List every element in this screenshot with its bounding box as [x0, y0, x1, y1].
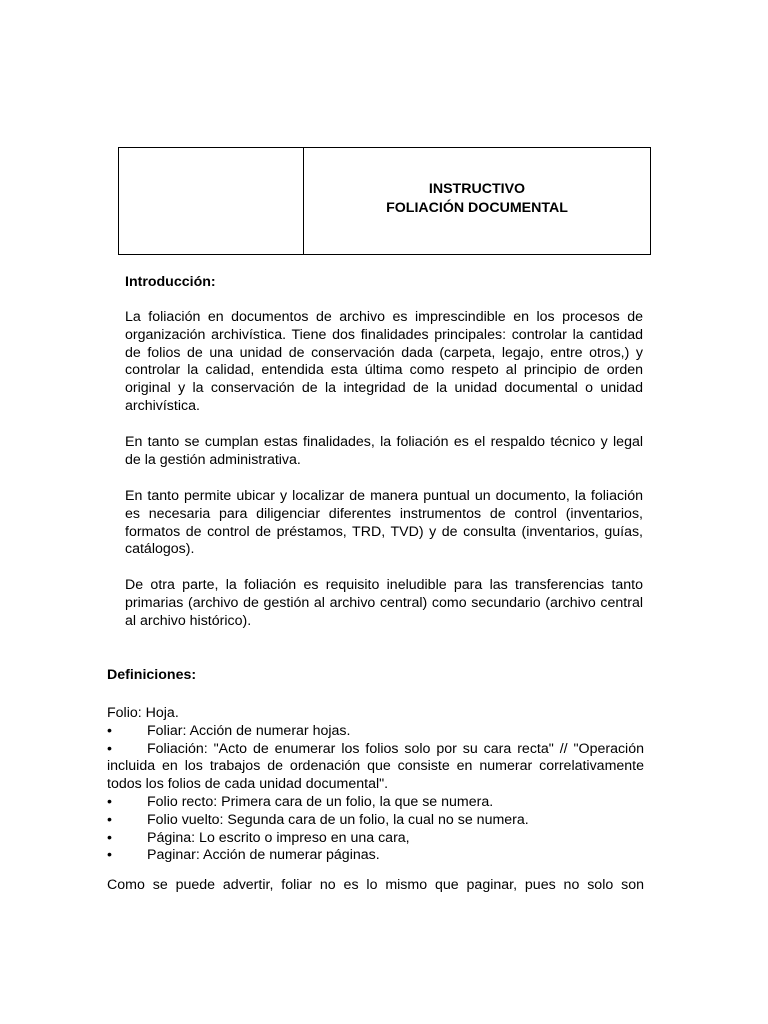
- bullet-marker: •: [107, 847, 112, 864]
- intro-paragraph-4: De otra parte, la foliación es requisito ineludible para las transferencias tanto primarias (archivo de gestión al archivo central) como secundario (archivo central al archivo histórico).: [125, 577, 643, 629]
- definitions-list: [107, 705, 644, 865]
- document-header-table: [118, 147, 651, 255]
- document-type-title: INSTRUCTIVO: [428, 181, 526, 197]
- header-title-cell: [304, 148, 650, 254]
- definitions-heading: Definiciones:: [107, 667, 197, 683]
- intro-heading: Introducción:: [125, 274, 216, 290]
- closing-paragraph: Como se puede advertir, foliar no es lo mismo que paginar, pues no solo son: [107, 877, 644, 893]
- list-item: [107, 830, 644, 848]
- definition-folio-vuelto: Folio vuelto: Segunda cara de un folio, la cual no se numera.: [147, 811, 529, 828]
- document-title: FOLIACIÓN DOCUMENTAL: [386, 200, 568, 216]
- intro-paragraph-3: En tanto permite ubicar y localizar de manera puntual un documento, la foliación es necesaria para diligenciar diferentes instrumentos de control (inventarios, formatos de control de préstamos, TRD, TVD) y de consulta (inventarios, guías, catálogos).: [125, 488, 643, 558]
- bullet-marker: •: [107, 811, 112, 828]
- definition-pagina: Página: Lo escrito o impreso en una cara,: [147, 829, 410, 846]
- intro-paragraph-2: En tanto se cumplan estas finalidades, la foliación es el respaldo técnico y legal de la gestión administrativa.: [125, 434, 643, 468]
- definition-foliar: Foliar: Acción de numerar hojas.: [147, 722, 351, 739]
- bullet-marker: •: [107, 829, 112, 846]
- list-item: [107, 847, 644, 865]
- bullet-marker: •: [107, 793, 112, 810]
- header-logo-cell: [119, 148, 304, 254]
- definition-folio: Folio: Hoja.: [107, 705, 179, 721]
- list-item: [107, 794, 644, 812]
- bullet-marker: •: [107, 740, 112, 757]
- definition-foliacion: Foliación: "Acto de enumerar los folios solo por su cara recta" // "Operación incluida en los trabajos de ordenación que consiste en numerar correlativamente todos los folios de cada unidad documental".: [107, 740, 644, 793]
- definition-paginar: Paginar: Acción de numerar páginas.: [147, 847, 380, 864]
- bullet-marker: •: [107, 722, 112, 739]
- list-item: [107, 723, 644, 741]
- intro-paragraph-1: La foliación en documentos de archivo es imprescindible en los procesos de organización archivística. Tiene dos finalidades principales: controlar la cantidad de folios de una unidad de conservación dada (carpeta, legajo, entre otros,) y controlar la calidad, entendida esta última como respeto al principio de orden original y la conservación de la integridad de la unidad documental o unidad archivística.: [125, 309, 643, 414]
- list-item: [107, 741, 644, 794]
- definition-folio-recto: Folio recto: Primera cara de un folio, la que se numera.: [147, 793, 494, 810]
- list-item: [107, 812, 644, 830]
